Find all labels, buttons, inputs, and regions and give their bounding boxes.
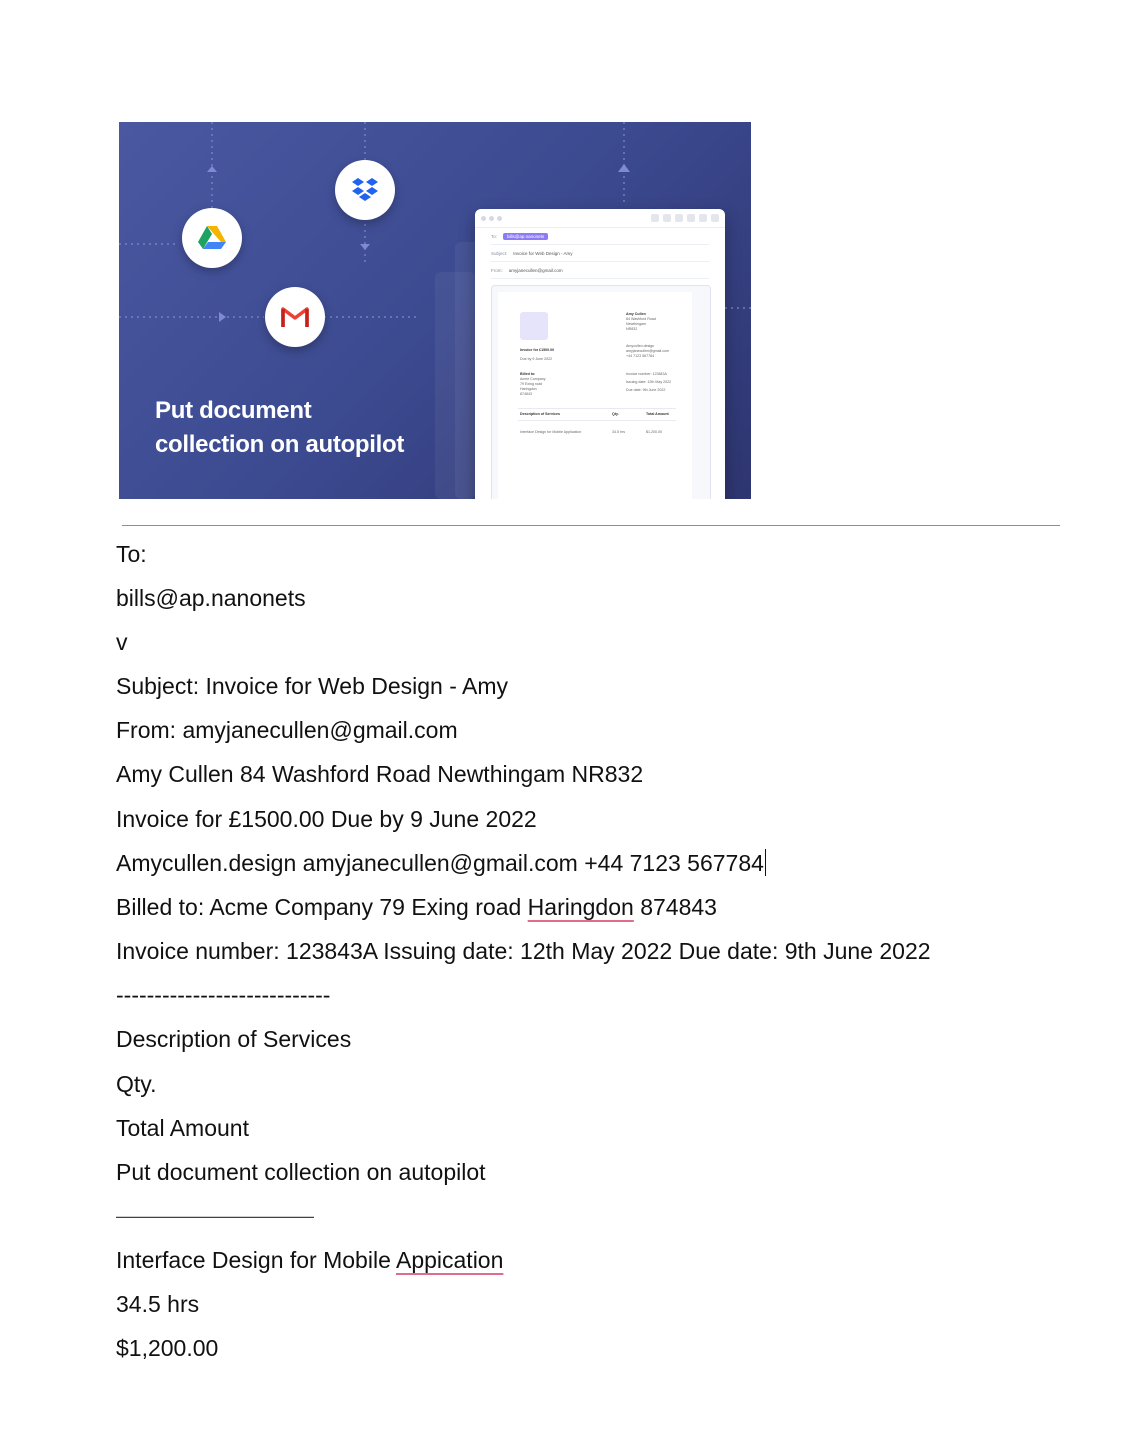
headline-line-2: collection on autopilot xyxy=(155,431,405,458)
mock-due-by: Due by 9 June 2022 xyxy=(520,357,553,361)
mock-to-row xyxy=(491,228,709,245)
item-line xyxy=(116,1245,503,1275)
mock-item-total: $1,200.00 xyxy=(646,430,662,434)
mock-sender-addr2: Newthingam xyxy=(626,322,646,326)
mock-due-date: Due date: 9th June 2022 xyxy=(626,388,666,392)
mock-item-qty: 34.5 hrs xyxy=(612,430,625,434)
mock-from-label: From: xyxy=(491,267,503,273)
from-line: From: amyjanecullen@gmail.com xyxy=(116,717,458,743)
total-header: Total Amount xyxy=(116,1115,249,1141)
mock-col-description: Description of Services xyxy=(520,412,560,416)
description-header: Description of Services xyxy=(116,1026,352,1052)
mock-divider xyxy=(518,408,676,409)
dropbox-icon xyxy=(350,176,380,204)
mock-divider xyxy=(518,420,676,421)
mock-subject-row xyxy=(491,245,709,262)
mock-billed-4: 874843 xyxy=(520,392,532,396)
invoice-logo-icon xyxy=(520,312,548,340)
mock-subject-value: Invoice for Web Design - Amy xyxy=(513,250,573,256)
dropdown-marker: v xyxy=(116,629,128,655)
headline-line-1: Put document xyxy=(155,397,312,424)
gmail-icon xyxy=(280,306,310,328)
dash-separator: ---------------------------- xyxy=(116,982,331,1008)
mock-sender-name: Amy Cullen xyxy=(626,312,646,316)
mock-invoice-paper xyxy=(498,292,692,499)
attach-icon xyxy=(663,214,671,222)
to-label: To: xyxy=(116,541,147,567)
mock-item: Interface Design for Mobile Application xyxy=(520,430,582,434)
mock-billed-3: Haringdon xyxy=(520,387,537,391)
mock-email: amyjanecullen@gmail.com xyxy=(626,349,669,353)
banner-headline xyxy=(155,394,455,462)
mock-to-label: To: xyxy=(491,233,498,239)
invoice-for-line: Invoice for £1500.00 Due by 9 June 2022 xyxy=(116,806,537,832)
mock-col-qty: Qty. xyxy=(612,412,619,416)
backdrop-card xyxy=(435,272,475,499)
mock-invoice-attachment xyxy=(491,285,711,499)
misspelled-word-appication[interactable]: Appication xyxy=(395,1247,504,1273)
contact-text: Amycullen.design amyjanecullen@gmail.com +44 7123 567784 xyxy=(116,850,764,876)
mock-toolbar xyxy=(475,209,725,228)
mock-invoice-number: Invoice number: 123843A xyxy=(626,372,667,376)
hours-line: 34.5 hrs xyxy=(116,1291,200,1317)
emoji-icon xyxy=(699,214,707,222)
mock-website: Amycullen.design xyxy=(626,344,655,348)
contact-line[interactable] xyxy=(116,848,766,878)
format-icon xyxy=(687,214,695,222)
window-dot xyxy=(481,216,486,221)
qty-header: Qty. xyxy=(116,1071,157,1097)
mock-sender-addr1: 84 Washford Road xyxy=(626,317,656,321)
mock-phone: +44 7123 567784 xyxy=(626,354,655,358)
to-value: bills@ap.nanonets xyxy=(116,585,306,611)
window-dot xyxy=(489,216,494,221)
subject-line: Subject: Invoice for Web Design - Amy xyxy=(116,673,509,699)
amount-line: $1,200.00 xyxy=(116,1335,219,1361)
mock-invoice-for: Invoice for £1500.00 xyxy=(520,348,555,352)
promo-banner xyxy=(119,122,751,499)
mock-billed-2: 79 Exing road xyxy=(520,382,543,386)
dropbox-circle xyxy=(335,160,395,220)
mock-billed-1: Acme Company xyxy=(520,377,546,381)
mock-col-total: Total Amount xyxy=(646,412,669,416)
item-prefix: Interface Design for Mobile xyxy=(116,1247,396,1273)
text-caret xyxy=(765,849,767,876)
gmail-circle xyxy=(265,287,325,347)
invoice-meta-line: Invoice number: 123843A Issuing date: 12th May 2022 Due date: 9th June 2022 xyxy=(116,938,931,964)
mock-billed-label: Billed to: xyxy=(520,372,536,376)
window-dot xyxy=(497,216,502,221)
mock-issuing-date: Issuing date: 12th May 2022 xyxy=(626,380,672,384)
reply-icon xyxy=(651,214,659,222)
mock-from-row xyxy=(491,262,709,279)
gallery-icon xyxy=(711,214,719,222)
mock-subject-label: Subject: xyxy=(491,250,508,256)
google-drive-icon xyxy=(197,225,227,251)
billed-suffix: 874843 xyxy=(633,894,717,920)
mock-sender-addr3: NR832 xyxy=(626,327,638,331)
autopilot-line: Put document collection on autopilot xyxy=(116,1159,486,1185)
mock-email-window xyxy=(475,209,725,499)
mock-to-chip: bills@ap.nanonets xyxy=(503,233,548,240)
google-drive-circle xyxy=(182,208,242,268)
dash-separator-2: ——————————— xyxy=(116,1206,314,1226)
image-icon xyxy=(675,214,683,222)
billed-prefix: Billed to: Acme Company 79 Exing road xyxy=(116,894,528,920)
sender-address: Amy Cullen 84 Washford Road Newthingam NR832 xyxy=(116,761,644,787)
billed-to-line xyxy=(116,892,717,922)
mock-from-value: amyjanecullen@gmail.com xyxy=(508,267,563,273)
misspelled-word-haringdon[interactable]: Haringdon xyxy=(527,894,634,920)
horizontal-rule xyxy=(122,525,1060,526)
